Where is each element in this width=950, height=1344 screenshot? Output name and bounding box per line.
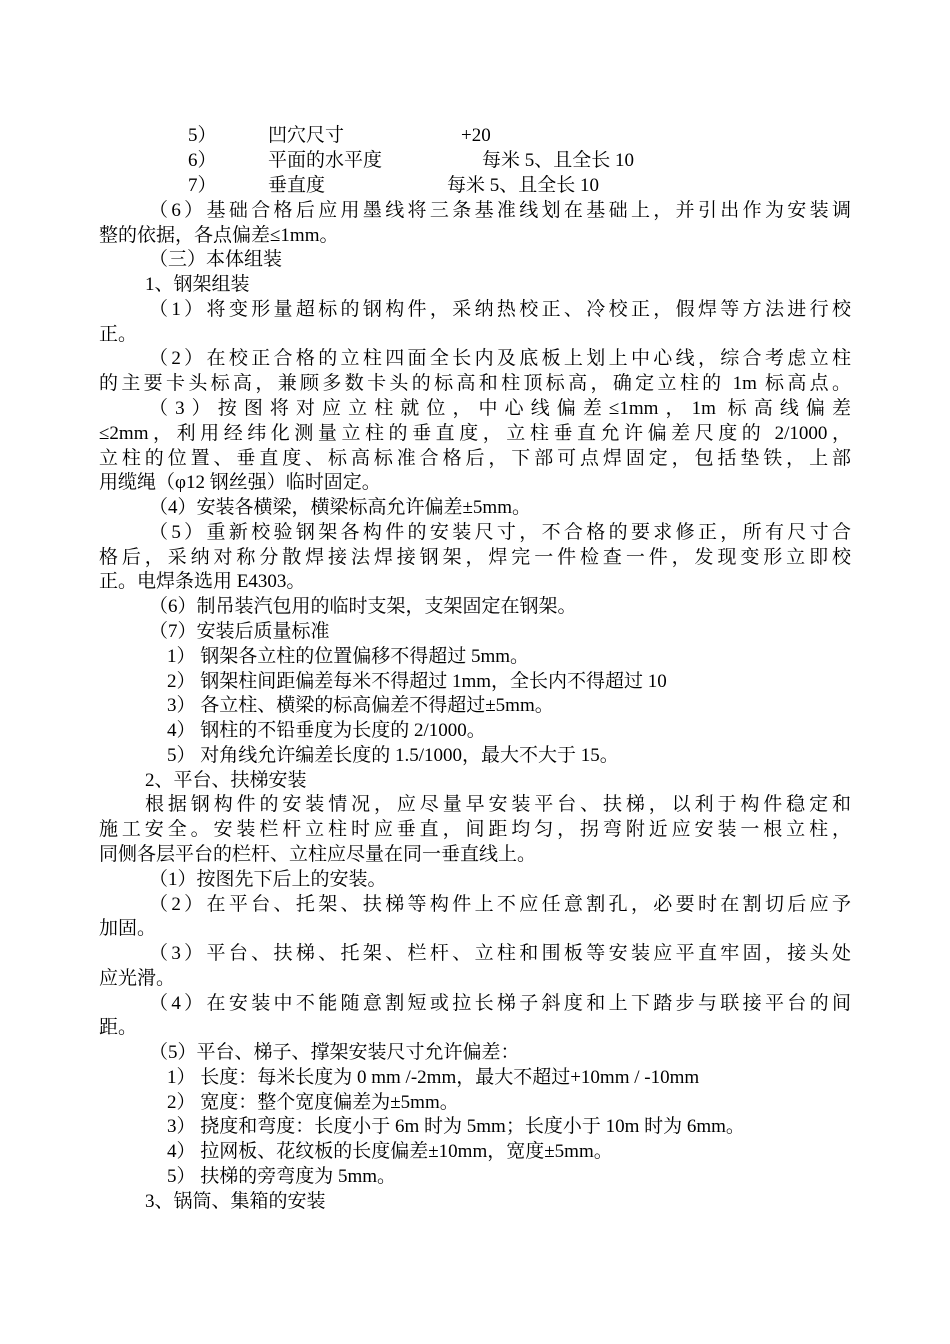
paragraph-line: 格后，采纳对称分散焊接法焊接钢架，焊完一件检查一件，发现变形立即校 [99, 547, 851, 568]
paragraph-line: 正。 [99, 324, 138, 345]
list-item: 5） 对角线允许编差长度的 1.5/1000，最大不大于 15。 [167, 745, 619, 766]
paragraph-line: （1）将变形量超标的钢构件，采纳热校正、冷校正，假焊等方法进行校 [149, 299, 851, 320]
spec-value: 每米 5、且全长 10 [447, 175, 600, 196]
paragraph-line: （3）平台、扶梯、托架、栏杆、立柱和围板等安装应平直牢固，接头处 [149, 943, 851, 964]
spec-number: 7） [188, 175, 217, 196]
list-item: 2） 钢架柱间距偏差每米不得超过 1mm，全长内不得超过 10 [167, 671, 667, 692]
list-item: 3） 挠度和弯度：长度小于 6m 时为 5mm；长度小于 10m 时为 6mm。 [167, 1116, 745, 1137]
paragraph-line: （2）在校正合格的立柱四面全长内及底板上划上中心线，综合考虑立柱 [149, 348, 851, 369]
paragraph-line: （2）在平台、托架、扶梯等构件上不应任意割孔，必要时在割切后应予 [149, 894, 851, 915]
section-heading: （三）本体组装 [149, 249, 283, 270]
paragraph-line: 加固。 [99, 918, 157, 939]
paragraph-line: 立柱的位置、垂直度、标高标准合格后，下部可点焊固定，包括垫铁，上部 [99, 448, 851, 469]
subsection-heading: 1、钢架组装 [145, 274, 250, 295]
paragraph-line: （4）在安装中不能随意割短或拉长梯子斜度和上下踏步与联接平台的间 [149, 993, 851, 1014]
list-item: 4） 拉网板、花纹板的长度偏差±10mm，宽度±5mm。 [167, 1141, 613, 1162]
spec-name: 凹穴尺寸 [268, 125, 345, 146]
paragraph-line: 的主要卡头标高，兼顾多数卡头的标高和柱顶标高，确定立柱的 1m 标高点。 [99, 373, 851, 394]
paragraph-line: 整的依据，各点偏差≤1mm。 [99, 225, 339, 246]
spec-number: 5） [188, 125, 217, 146]
paragraph-line: （6）制吊装汽包用的临时支架，支架固定在钢架。 [149, 596, 577, 617]
paragraph-line: 施工安全。安装栏杆立柱时应垂直，间距均匀，拐弯附近应安装一根立柱， [99, 819, 851, 840]
paragraph-line: （6）基础合格后应用墨线将三条基准线划在基础上，并引出作为安装调 [149, 200, 851, 221]
spec-value: +20 [461, 125, 491, 146]
paragraph-line: 用缆绳（φ12 钢丝强）临时固定。 [99, 472, 381, 493]
spec-value: 每米 5、且全长 10 [482, 150, 635, 171]
paragraph-line: （5）平台、梯子、撑架安装尺寸允许偏差： [149, 1042, 520, 1063]
paragraph-line: （5）重新校验钢架各构件的安装尺寸，不合格的要求修正，所有尺寸合 [149, 522, 851, 543]
list-item: 4） 钢柱的不铅垂度为长度的 2/1000。 [167, 720, 486, 741]
paragraph-line: 根据钢构件的安装情况，应尽量早安装平台、扶梯，以利于构件稳定和 [145, 794, 851, 815]
paragraph-line: 正。电焊条选用 E4303。 [99, 571, 306, 592]
paragraph-line: （1）按图先下后上的安装。 [149, 869, 387, 890]
list-item: 1） 长度：每米长度为 0 mm /-2mm，最大不超过+10mm / -10mm [167, 1067, 700, 1088]
spec-name: 垂直度 [268, 175, 326, 196]
paragraph-line: （4）安装各横梁，横梁标高允许偏差±5mm。 [149, 497, 531, 518]
list-item: 3） 各立柱、横梁的标高偏差不得超过±5mm。 [167, 695, 554, 716]
paragraph-line: ≤2mm，利用经纬化测量立柱的垂直度，立柱垂直允许偏差尺度的 2/1000， [99, 423, 851, 444]
list-item: 1） 钢架各立柱的位置偏移不得超过 5mm。 [167, 646, 530, 667]
spec-number: 6） [188, 150, 217, 171]
subsection-heading: 3、锅筒、集箱的安装 [145, 1191, 326, 1212]
paragraph-line: （3）按图将对应立柱就位，中心线偏差≤1mm，1m 标高线偏差 [149, 398, 851, 419]
list-item: 5） 扶梯的旁弯度为 5mm。 [167, 1166, 397, 1187]
paragraph-line: 同侧各层平台的栏杆、立柱应尽量在同一垂直线上。 [99, 844, 537, 865]
subsection-heading: 2、平台、扶梯安装 [145, 770, 307, 791]
spec-name: 平面的水平度 [268, 150, 383, 171]
paragraph-line: 应光滑。 [99, 968, 176, 989]
list-item: 2） 宽度：整个宽度偏差为±5mm。 [167, 1092, 459, 1113]
paragraph-line: （7）安装后质量标准 [149, 621, 330, 642]
paragraph-line: 距。 [99, 1017, 138, 1038]
